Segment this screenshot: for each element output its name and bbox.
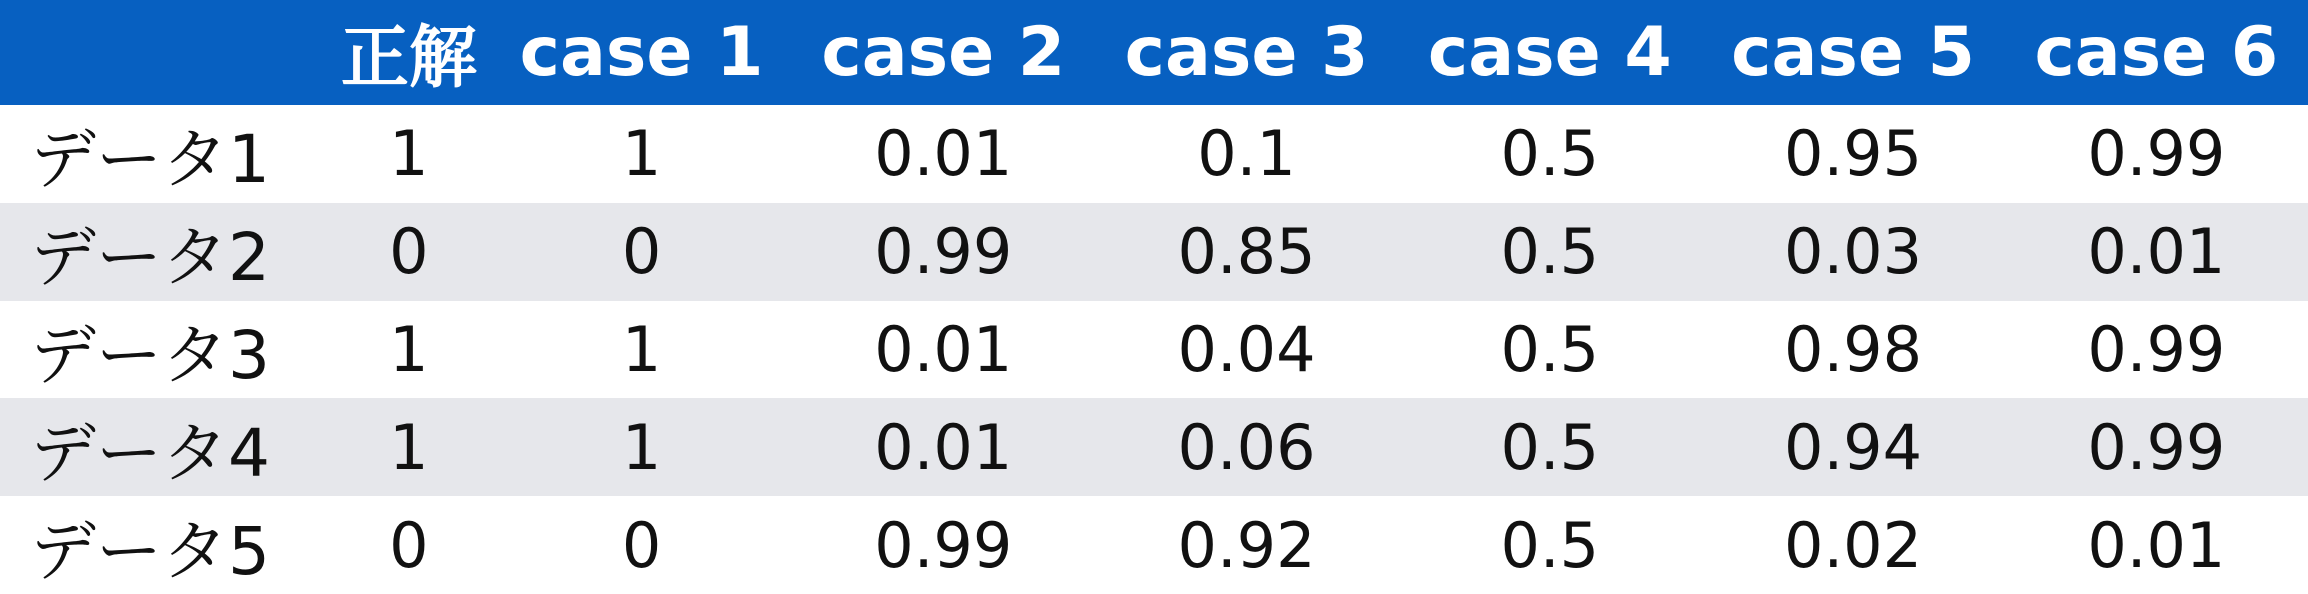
row-label-cell: データ2 <box>30 219 270 297</box>
value-cell: 0 <box>621 508 662 582</box>
value-cell: 0.01 <box>874 117 1013 191</box>
value-cell: 0.01 <box>874 312 1013 386</box>
value-cell: 0.99 <box>2087 117 2226 191</box>
header-corner-cell <box>0 0 326 105</box>
value-cell: 0.01 <box>874 410 1013 484</box>
table-body <box>0 105 2308 594</box>
value-cell: 0.04 <box>1177 312 1316 386</box>
value-cell: 0.94 <box>1784 410 1923 484</box>
value-cell: 0.5 <box>1500 508 1600 582</box>
column-header: case 3 <box>1124 13 1369 92</box>
row-label-cell: データ3 <box>30 316 270 394</box>
value-cell: 0.95 <box>1784 117 1923 191</box>
value-cell: 0.99 <box>874 508 1013 582</box>
value-cell: 1 <box>621 410 662 484</box>
column-header: case 1 <box>519 13 764 92</box>
value-cell: 0.5 <box>1500 215 1600 289</box>
value-cell: 0.5 <box>1500 117 1600 191</box>
row-label-cell: データ4 <box>30 414 270 492</box>
column-header: case 2 <box>821 13 1066 92</box>
table-row <box>0 203 2308 301</box>
value-cell: 0.5 <box>1500 312 1600 386</box>
value-cell: 1 <box>389 312 429 386</box>
value-cell: 0.1 <box>1197 117 1296 191</box>
column-header: case 4 <box>1427 13 1672 92</box>
value-cell: 0 <box>621 215 662 289</box>
table-row <box>0 301 2308 399</box>
value-cell: 0.99 <box>2087 312 2226 386</box>
value-cell: 0.85 <box>1177 215 1316 289</box>
table-row <box>0 105 2308 203</box>
table-row <box>0 398 2308 496</box>
value-cell: 0 <box>389 508 429 582</box>
row-label-cell: データ5 <box>30 512 270 590</box>
value-cell: 0.98 <box>1784 312 1923 386</box>
value-cell: 0.5 <box>1500 410 1600 484</box>
value-cell: 1 <box>389 117 429 191</box>
value-cell: 0 <box>389 215 429 289</box>
value-cell: 1 <box>621 117 662 191</box>
value-cell: 0.92 <box>1177 508 1316 582</box>
header-row <box>0 0 2308 105</box>
value-cell: 0.06 <box>1177 410 1316 484</box>
value-cell: 0.01 <box>2087 508 2226 582</box>
table-row <box>0 496 2308 594</box>
value-cell: 1 <box>621 312 662 386</box>
value-cell: 0.01 <box>2087 215 2226 289</box>
value-cell: 1 <box>389 410 429 484</box>
value-cell: 0.99 <box>2087 410 2226 484</box>
value-cell: 0.02 <box>1784 508 1923 582</box>
value-cell: 0.03 <box>1784 215 1923 289</box>
column-header: case 6 <box>2034 13 2279 92</box>
column-header: 正解 <box>340 19 477 98</box>
row-label-cell: データ1 <box>30 121 270 199</box>
column-header: case 5 <box>1731 13 1975 92</box>
value-cell: 0.99 <box>874 215 1013 289</box>
